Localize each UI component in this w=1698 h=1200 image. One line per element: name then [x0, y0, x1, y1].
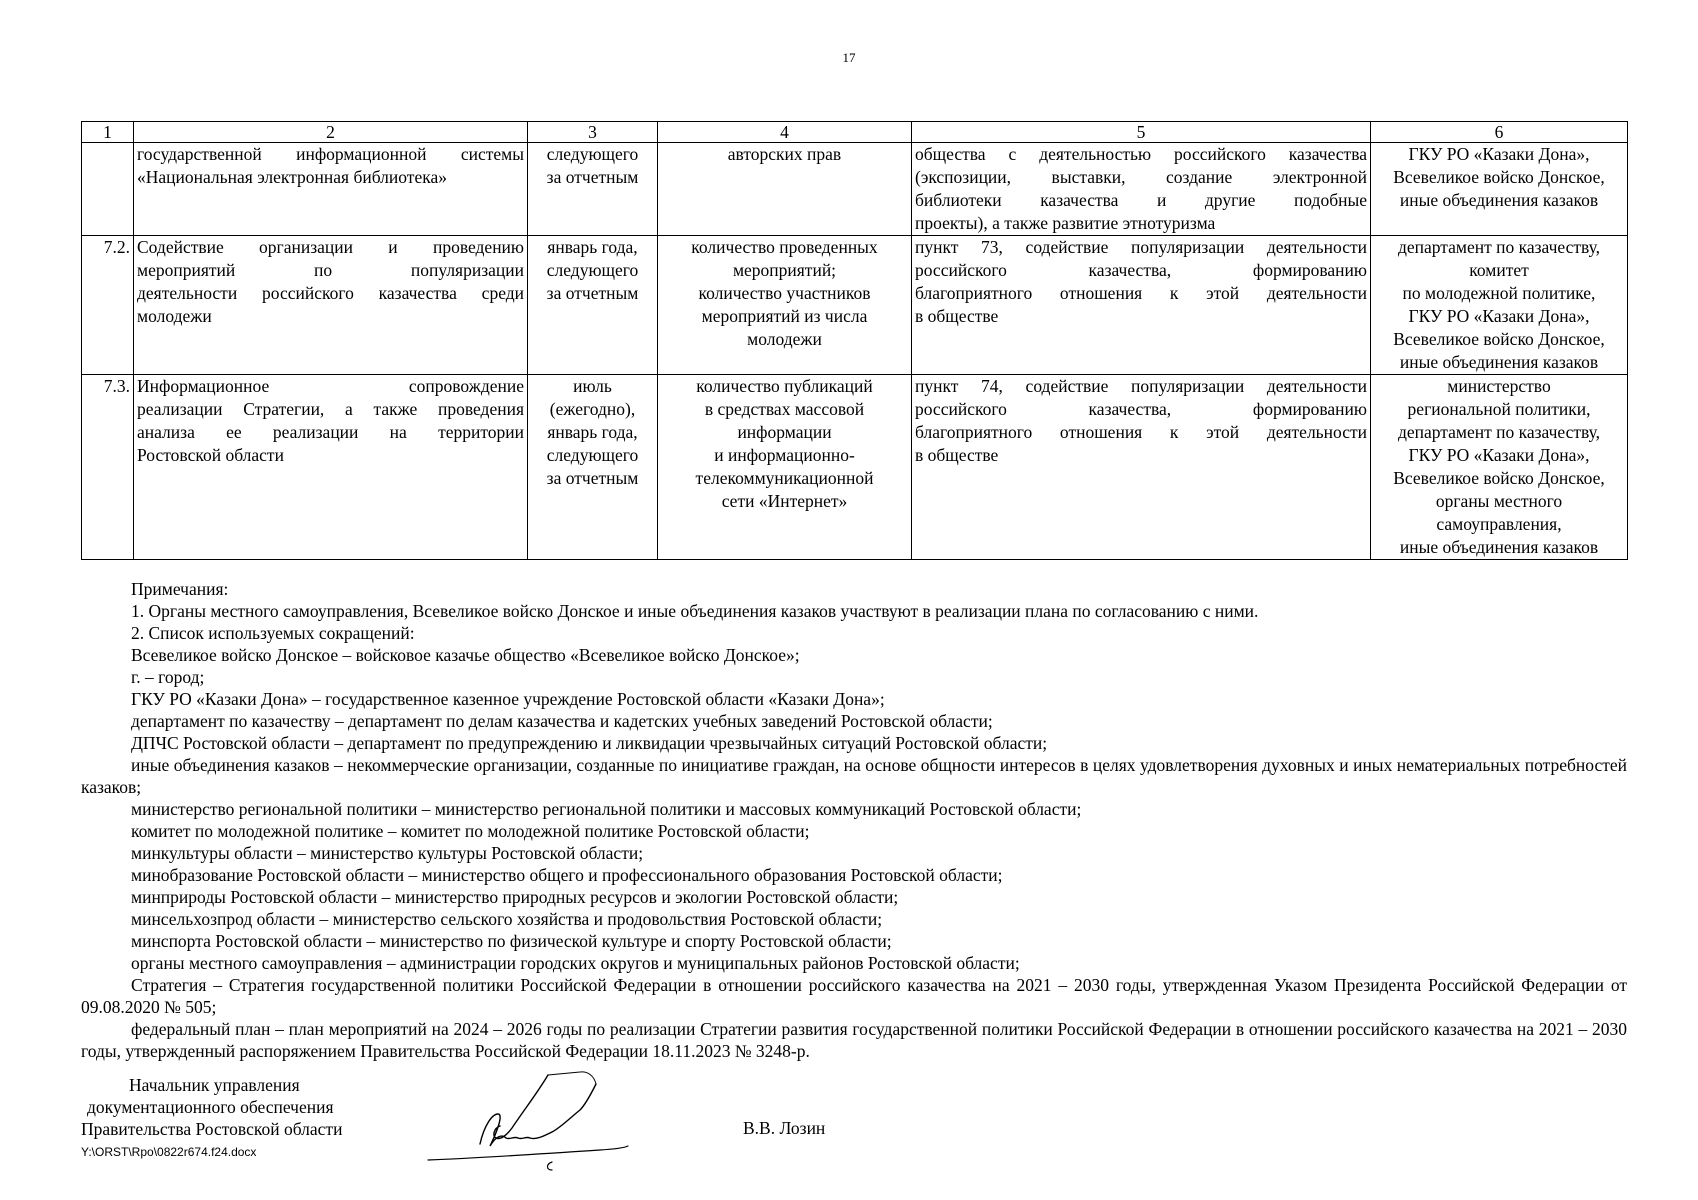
cell-line: деятельности российского казачества среди — [137, 283, 524, 303]
cell-line: Информационное сопровождение — [137, 376, 524, 396]
notes-section — [81, 578, 1627, 1062]
abbreviation-line: Стратегия – Стратегия государственной политики Российской Федерации в отношении российского казачества на 2021 – 2030 годы, утвержденная Указом Президента Российской Федерации от 09.08.2020 № 505; — [81, 975, 1627, 1017]
cell-line: Всевеликое войско Донское, — [1393, 167, 1605, 187]
cell-line: мероприятий по популяризации — [137, 260, 524, 280]
abbreviation-line: органы местного самоуправления – администрации городских округов и муниципальных районов Ростовской области; — [131, 953, 1020, 973]
cell-line: в обществе — [915, 306, 999, 326]
column-header: 6 — [1371, 122, 1628, 143]
cell-c6 — [1371, 375, 1628, 560]
cell-line: январь года, — [547, 422, 638, 442]
row-number-cell: 7.2. — [82, 236, 134, 375]
cell-line: следующего — [546, 445, 639, 465]
cell-line: иные объединения казаков — [1399, 537, 1599, 557]
cell-line: (ежегодно), — [549, 399, 636, 419]
cell-c2 — [134, 236, 528, 375]
cell-line: по молодежной политике, — [1402, 283, 1596, 303]
abbreviation-line: ГКУ РО «Казаки Дона» – государственное казенное учреждение Ростовской области «Казаки Дона»; — [131, 689, 885, 709]
cell-line: следующего — [546, 260, 639, 280]
abbreviation-line: минкультуры области – министерство культуры Ростовской области; — [131, 843, 644, 863]
cell-line: за отчетным — [546, 468, 639, 488]
cell-line: органы местного — [1435, 491, 1563, 511]
cell-line: пункт 73, содействие популяризации деятельности — [915, 237, 1367, 257]
signatory-position-line: Начальник управления — [129, 1075, 300, 1095]
abbreviation-line: министерство региональной политики – министерство региональной политики и массовых коммуникаций Ростовской области; — [131, 799, 1082, 819]
abbreviation-line: ДПЧС Ростовской области – департамент по предупреждению и ликвидации чрезвычайных ситуаций Ростовской области; — [131, 733, 1048, 753]
signatory-position-line: документационного обеспечения — [87, 1097, 334, 1117]
cell-line: иные объединения казаков — [1399, 190, 1599, 210]
cell-line: молодежи — [747, 329, 822, 349]
cell-c3 — [528, 375, 658, 560]
cell-line: за отчетным — [546, 167, 639, 187]
table-header-row — [82, 122, 1628, 143]
cell-c2 — [134, 143, 528, 236]
abbreviation-line: федеральный план – план мероприятий на 2024 – 2026 годы по реализации Стратегии развития государственной политики Российской Федерации в отношении российского казачества на 2021 – 2030 годы, утвержденный распоряжением Правительства Российской Федерации 18.11.2023 № 3248-р. — [81, 1019, 1627, 1061]
abbreviation-line: минсельхозпрод области – министерство сельского хозяйства и продовольствия Ростовской области; — [131, 909, 883, 929]
cell-c4 — [658, 236, 912, 375]
cell-line: общества с деятельностью российского казачества — [915, 144, 1367, 164]
cell-line: количество участников — [698, 283, 871, 303]
cell-line: мероприятий; — [732, 260, 837, 280]
cell-line: ГКУ РО «Казаки Дона», — [1408, 445, 1590, 465]
cell-line: количество проведенных — [691, 237, 878, 257]
cell-line: региональной политики, — [1407, 399, 1591, 419]
cell-line: молодежи — [137, 306, 212, 326]
abbreviation-line: комитет по молодежной политике – комитет по молодежной политике Ростовской области; — [131, 821, 810, 841]
file-path: Y:\ORST\Rpo\0822r674.f24.docx — [81, 1145, 257, 1159]
abbreviation-line: минприроды Ростовской области – министерство природных ресурсов и экологии Ростовской области; — [131, 887, 899, 907]
abbreviation-line: департамент по казачеству – департамент по делам казачества и кадетских учебных заведений Ростовской области; — [131, 711, 993, 731]
column-header: 4 — [658, 122, 912, 143]
cell-line: реализации Стратегии, а также проведения — [137, 399, 524, 419]
notes-heading: Примечания: — [131, 579, 229, 599]
cell-line: департамент по казачеству, — [1397, 422, 1601, 442]
cell-line: ГКУ РО «Казаки Дона», — [1408, 144, 1590, 164]
cell-c2 — [134, 375, 528, 560]
cell-line: январь года, — [547, 237, 638, 257]
cell-line: сети «Интернет» — [721, 491, 848, 511]
cell-line: иные объединения казаков — [1399, 352, 1599, 372]
note-line: 2. Список используемых сокращений: — [131, 623, 415, 643]
signatory-position-line: Правительства Ростовской области — [81, 1119, 343, 1139]
cell-line: Содействие организации и проведению — [137, 237, 524, 257]
cell-line: телекоммуникационной — [695, 468, 874, 488]
cell-line: российского казачества, формированию — [915, 260, 1367, 280]
cell-line: благоприятного отношения к этой деятельности — [915, 422, 1367, 442]
cell-line: количество публикаций — [696, 376, 873, 396]
cell-line: мероприятий из числа — [701, 306, 868, 326]
column-header: 2 — [134, 122, 528, 143]
cell-line: благоприятного отношения к этой деятельности — [915, 283, 1367, 303]
cell-line: пункт 74, содействие популяризации деятельности — [915, 376, 1367, 396]
cell-line: (экспозиции, выставки, создание электронной — [915, 167, 1367, 187]
row-number-cell — [82, 143, 134, 236]
table-row — [82, 143, 1628, 236]
cell-line: за отчетным — [546, 283, 639, 303]
cell-c3 — [528, 236, 658, 375]
cell-line: июль — [573, 376, 612, 396]
row-number-cell: 7.3. — [82, 375, 134, 560]
cell-line: в обществе — [915, 445, 999, 465]
page-number: 17 — [842, 50, 856, 65]
abbreviation-line: минспорта Ростовской области – министерство по физической культуре и спорту Ростовской области; — [131, 931, 892, 951]
cell-c5 — [912, 375, 1371, 560]
cell-c4 — [658, 143, 912, 236]
abbreviation-line: г. – город; — [131, 667, 205, 687]
table-row — [82, 236, 1628, 375]
cell-line: российского казачества, формированию — [915, 399, 1367, 419]
cell-c6 — [1371, 143, 1628, 236]
cell-line: следующего — [546, 144, 639, 164]
cell-line: библиотеки казачества и другие подобные — [915, 190, 1367, 210]
abbreviation-line: иные объединения казаков – некоммерческие организации, созданные по инициативе граждан, на основе общности интересов в целях удовлетворения духовных и иных нематериальных потребностей казаков; — [81, 755, 1627, 797]
cell-line: ГКУ РО «Казаки Дона», — [1408, 306, 1590, 326]
cell-line: министерство — [1447, 376, 1551, 396]
cell-c5 — [912, 236, 1371, 375]
cell-line: «Национальная электронная библиотека» — [137, 167, 447, 187]
cell-line: анализа ее реализации на территории — [137, 422, 524, 442]
cell-c6 — [1371, 236, 1628, 375]
cell-line: Всевеликое войско Донское, — [1393, 329, 1605, 349]
cell-c4 — [658, 375, 912, 560]
handwritten-signature — [420, 1070, 670, 1175]
cell-line: проекты), а также развитие этнотуризма — [915, 213, 1216, 233]
cell-line: комитет — [1469, 260, 1529, 280]
plan-table — [81, 121, 1628, 560]
column-header: 1 — [82, 122, 134, 143]
note-line: 1. Органы местного самоуправления, Всевеликое войско Донское и иные объединения казаков участвуют в реализации плана по согласованию с ними. — [131, 601, 1259, 621]
column-header: 3 — [528, 122, 658, 143]
column-header: 5 — [912, 122, 1371, 143]
cell-c3 — [528, 143, 658, 236]
cell-line: самоуправления, — [1436, 514, 1562, 534]
cell-line: и информационно- — [714, 445, 855, 465]
cell-line: Ростовской области — [137, 445, 284, 465]
abbreviation-line: Всевеликое войско Донское – войсковое казачье общество «Всевеликое войско Донское»; — [131, 645, 800, 665]
signatory-name: В.В. Лозин — [743, 1118, 826, 1138]
cell-line: департамент по казачеству, — [1397, 237, 1601, 257]
signatory-position — [81, 1074, 342, 1140]
cell-line: в средствах массовой — [704, 399, 865, 419]
cell-line: государственной информационной системы — [137, 144, 524, 164]
table-row — [82, 375, 1628, 560]
abbreviation-line: минобразование Ростовской области – министерство общего и профессионального образования Ростовской области; — [131, 865, 1003, 885]
cell-line: информации — [737, 422, 832, 442]
cell-line: Всевеликое войско Донское, — [1393, 468, 1605, 488]
cell-c5 — [912, 143, 1371, 236]
cell-line: авторских прав — [727, 144, 842, 164]
